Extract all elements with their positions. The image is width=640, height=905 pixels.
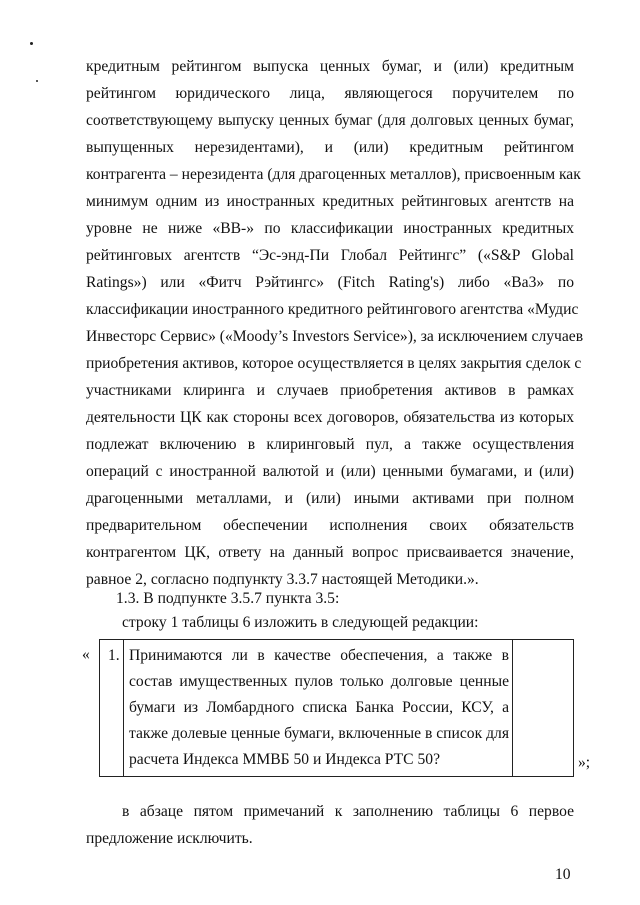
body-line: уровне не ниже «BB-» по классификации иностранных кредитных	[86, 220, 574, 237]
answer-cell	[513, 640, 573, 776]
body-line: Инвесторс Сервис» («Moody’s Investors Service»), за исключением случаев	[86, 328, 584, 345]
open-quote: «	[82, 646, 90, 663]
page-number: 10	[555, 866, 571, 883]
footer-paragraph-line: в абзаце пятом примечаний к заполнению таблицы 6 первое	[122, 803, 574, 820]
body-line: кредитным рейтингом выпуска ценных бумаг, и (или) кредитным	[86, 58, 574, 75]
body-line: приобретения активов, которое осуществляется в целях закрытия сделок с	[86, 355, 582, 372]
body-line: равное 2, согласно подпункту 3.3.7 настоящей Методики.».	[86, 571, 479, 588]
question-line: бумаги из Ломбардного списка Банка России, КСУ, а	[129, 699, 509, 716]
body-line: выпущенных нерезидентами), и (или) кредитным рейтингом	[86, 139, 574, 156]
body-line: классификации иностранного кредитного рейтингового агентства «Мудис	[86, 301, 579, 318]
question-line: состав имущественных пулов только долговые ценные	[129, 673, 509, 690]
body-line: операций с иностранной валютой и (или) ценными бумагами, и (или)	[86, 463, 574, 480]
body-line: минимум одним из иностранных кредитных рейтинговых агентств на	[86, 193, 574, 210]
question-line: расчета Индекса ММВБ 50 и Индекса РТС 50?	[129, 751, 440, 768]
question-line: Принимаются ли в качестве обеспечения, а также в	[129, 647, 509, 664]
body-line: деятельности ЦК как стороны всех договоров, обязательства из которых	[86, 409, 574, 426]
body-line: Ratings») или «Фитч Рэйтингс» (Fitch Rating's) либо «Ba3» по	[86, 274, 574, 291]
body-line: рейтинговых агентств “Эс-энд-Пи Глобал Рейтингс” («S&P Global	[86, 247, 574, 264]
body-line: контрагента – нерезидента (для драгоценных металлов), присвоенным как	[86, 166, 581, 183]
replacement-table	[99, 639, 574, 777]
close-quote: »;	[578, 754, 591, 771]
scan-speck	[36, 80, 38, 82]
body-line: рейтингом юридического лица, являющегося поручителем по	[86, 85, 574, 102]
scan-speck	[30, 42, 33, 45]
row-number: 1.	[108, 647, 120, 664]
body-line: соответствующему выпуску ценных бумаг (для долговых ценных бумаг,	[86, 112, 574, 129]
footer-paragraph-line: предложение исключить.	[86, 830, 253, 847]
section-heading: 1.3. В подпункте 3.5.7 пункта 3.5:	[116, 590, 340, 607]
body-line: драгоценными металлами, и (или) иными активами при полном	[86, 490, 574, 507]
body-line: подлежат включению в клиринговый пул, а также осуществления	[86, 436, 574, 453]
table-intro: строку 1 таблицы 6 изложить в следующей редакции:	[122, 614, 479, 631]
question-line: также долевые ценные бумаги, включенные в список для	[129, 725, 509, 742]
body-line: участниками клиринга и случаев приобретения активов в рамках	[86, 382, 574, 399]
table-divider	[123, 640, 124, 776]
body-line: предварительном обеспечении исполнения своих обязательств	[86, 517, 574, 534]
body-line: контрагентом ЦК, ответу на данный вопрос присваивается значение,	[86, 544, 574, 561]
